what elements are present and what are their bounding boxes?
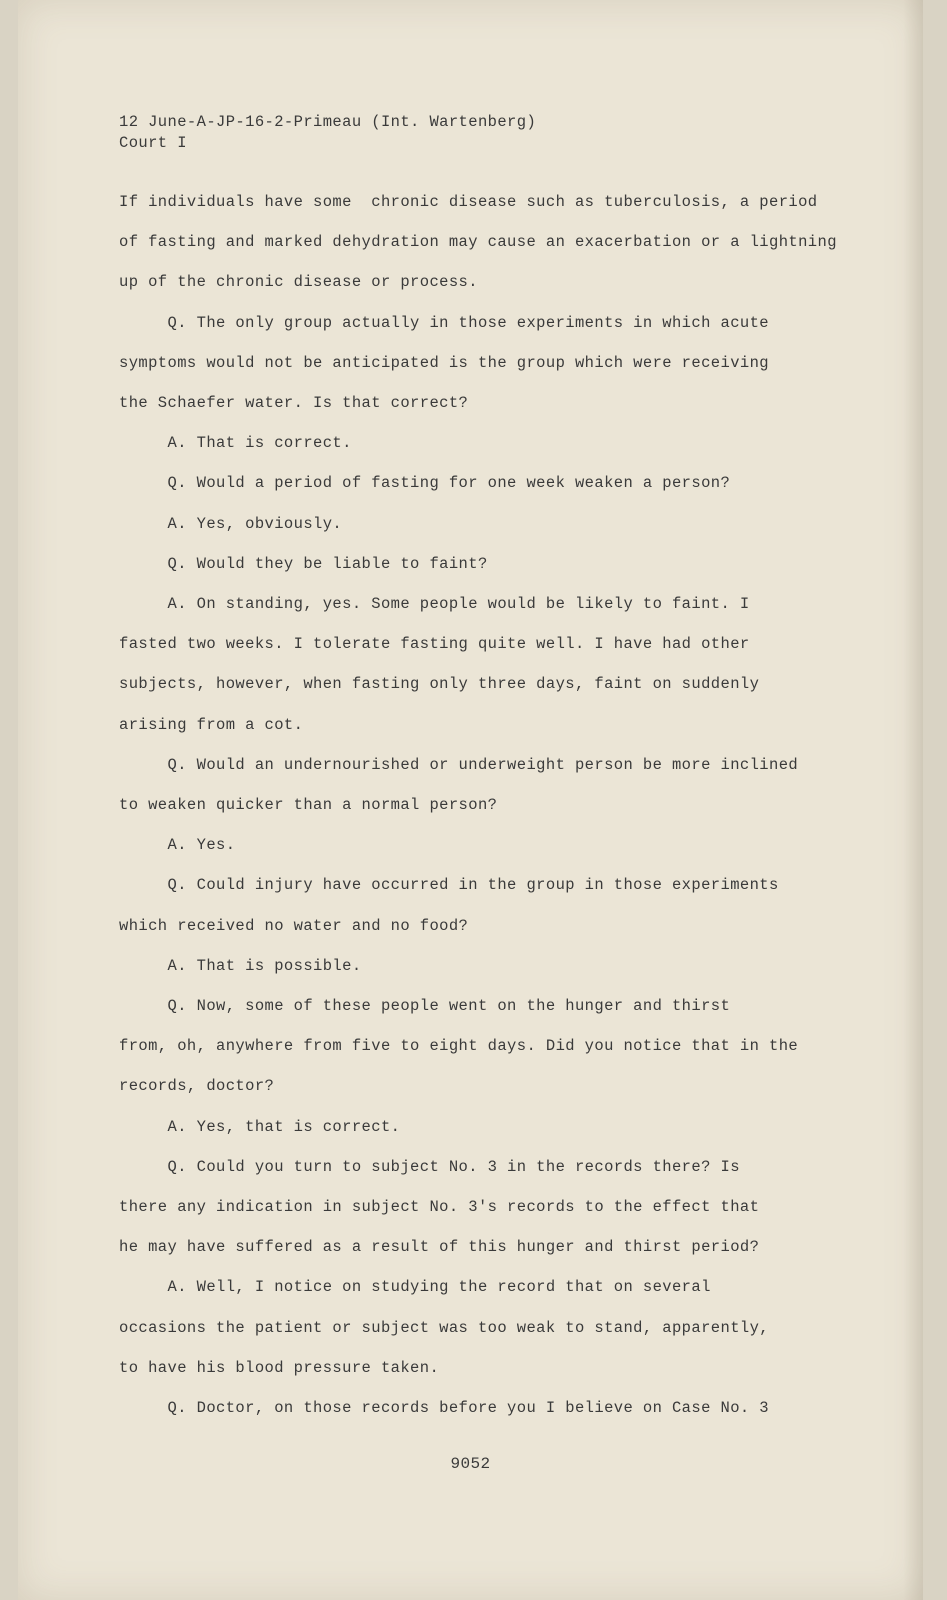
- transcript-line: up of the chronic disease or process.: [119, 273, 478, 291]
- transcript-line: Q. Would they be liable to faint?: [119, 555, 488, 573]
- transcript-line: Q. Would an undernourished or underweight person be more inclined: [119, 756, 799, 774]
- transcript-line: from, oh, anywhere from five to eight days. Did you notice that in the: [119, 1037, 799, 1055]
- transcript-line: A. Yes, obviously.: [119, 515, 343, 533]
- transcript-line: Q. Now, some of these people went on the hunger and thirst: [119, 997, 731, 1015]
- transcript-line: Q. Could you turn to subject No. 3 in the records there? Is: [119, 1158, 740, 1176]
- transcript-line: fasted two weeks. I tolerate fasting quite well. I have had other: [119, 635, 750, 653]
- transcript-line: symptoms would not be anticipated is the group which were receiving: [119, 354, 770, 372]
- page-number: 9052: [450, 1455, 491, 1473]
- transcript-line: of fasting and marked dehydration may cause an exacerbation or a lightning: [119, 233, 837, 251]
- transcript-line: subjects, however, when fasting only three days, faint on suddenly: [119, 675, 760, 693]
- transcript-line: he may have suffered as a result of this hunger and thirst period?: [119, 1238, 760, 1256]
- transcript-line: Q. Doctor, on those records before you I believe on Case No. 3: [119, 1399, 770, 1417]
- header-line-2: Court I: [119, 134, 187, 152]
- transcript-line: Q. Would a period of fasting for one week weaken a person?: [119, 474, 731, 492]
- transcript-line: the Schaefer water. Is that correct?: [119, 394, 469, 412]
- typed-text-area: [18, 0, 923, 1600]
- document-page: [18, 0, 923, 1600]
- transcript-line: A. Yes, that is correct.: [119, 1118, 401, 1136]
- transcript-line: A. On standing, yes. Some people would be likely to faint. I: [119, 595, 750, 613]
- transcript-line: to have his blood pressure taken.: [119, 1359, 440, 1377]
- header-line-1: 12 June-A-JP-16-2-Primeau (Int. Wartenberg): [119, 113, 537, 131]
- transcript-line: Q. Could injury have occurred in the group in those experiments: [119, 876, 779, 894]
- transcript-line: A. Well, I notice on studying the record that on several: [119, 1278, 711, 1296]
- transcript-line: to weaken quicker than a normal person?: [119, 796, 498, 814]
- transcript-line: A. That is correct.: [119, 434, 352, 452]
- transcript-line: there any indication in subject No. 3's records to the effect that: [119, 1198, 760, 1216]
- transcript-line: A. Yes.: [119, 836, 236, 854]
- transcript-line: which received no water and no food?: [119, 917, 469, 935]
- transcript-line: Q. The only group actually in those experiments in which acute: [119, 314, 770, 332]
- transcript-line: occasions the patient or subject was too weak to stand, apparently,: [119, 1319, 770, 1337]
- transcript-line: records, doctor?: [119, 1077, 275, 1095]
- transcript-line: A. That is possible.: [119, 957, 362, 975]
- transcript-line: If individuals have some chronic disease such as tuberculosis, a period: [119, 193, 818, 211]
- transcript-line: arising from a cot.: [119, 716, 304, 734]
